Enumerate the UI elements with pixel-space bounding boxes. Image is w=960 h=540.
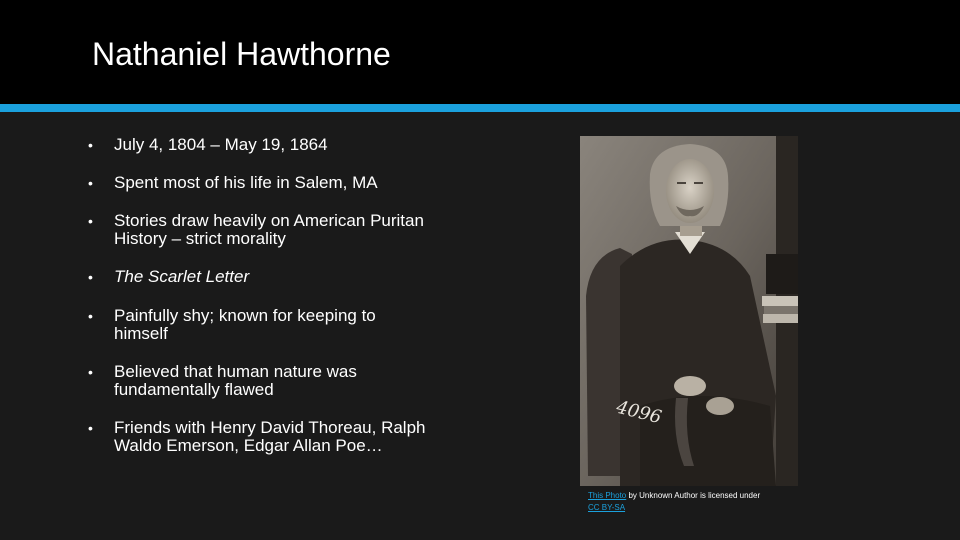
bullet-item [88,363,428,399]
bullet-dot: • [88,137,93,153]
plate-number: 4096 [614,396,664,429]
bullet-text-book-title: The Scarlet Letter [114,267,250,286]
title-band [0,0,960,104]
bullet-dot: • [88,213,93,229]
photo-link[interactable]: This Photo [588,491,627,500]
bullet-item [88,268,428,286]
bullet-item [88,419,428,455]
bullet-dot: • [88,364,93,380]
bullet-dot: • [88,175,93,191]
portrait-photo [580,136,798,486]
portrait-illustration [580,136,798,486]
bullet-text: Painfully shy; known for keeping to himself [114,306,376,343]
bullet-list [88,136,428,455]
bullet-dot: • [88,308,93,324]
bullet-text: Spent most of his life in Salem, MA [114,173,378,192]
bullet-dot: • [88,420,93,436]
bullet-dot: • [88,269,93,285]
bullet-text: Stories draw heavily on American Puritan History – strict morality [114,211,424,248]
credit-text: by Unknown Author is licensed under [626,491,761,500]
bullet-item [88,136,428,154]
bullet-text: July 4, 1804 – May 19, 1864 [114,135,328,154]
bullet-item [88,307,428,343]
license-link[interactable]: CC BY-SA [588,503,626,512]
accent-bar [0,104,960,112]
bullet-text: Believed that human nature was fundamentally flawed [114,362,357,399]
bullet-item [88,212,428,248]
bullet-text: Friends with Henry David Thoreau, Ralph Waldo Emerson, Edgar Allan Poe… [114,418,426,455]
photo-credit [588,490,798,514]
bullet-item [88,174,428,192]
slide-title: Nathaniel Hawthorne [92,36,391,72]
